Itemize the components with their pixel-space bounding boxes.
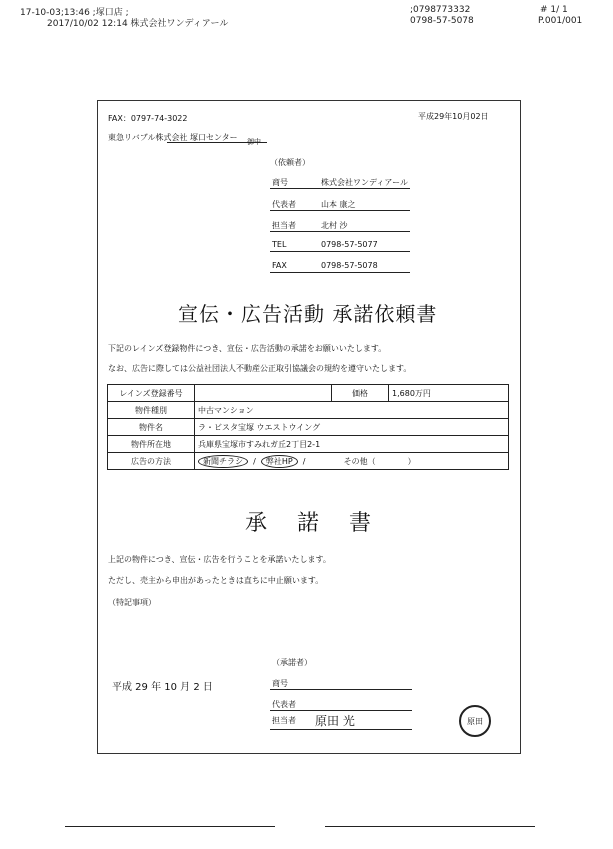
reins-value — [195, 385, 332, 402]
field-label: 代表者 — [272, 200, 296, 209]
sign-date: 平成 29 年 10 月 2 日 — [112, 682, 213, 693]
sign-field-label: 商号 — [272, 679, 288, 688]
method-label: 広告の方法 — [108, 453, 195, 470]
fax-page-marker: # 1/ 1 — [540, 5, 568, 15]
fax-page-count: P.001/001 — [538, 16, 583, 26]
field-value: 山本 康之 — [321, 200, 356, 209]
table-row — [108, 436, 509, 453]
document-title: 宣伝・広告活動 承諾依頼書 — [178, 302, 438, 326]
price-value: 1,680万円 — [389, 385, 509, 402]
consent-title: 承諾書 — [245, 511, 402, 536]
fax-sender-number: 0798-57-5078 — [410, 16, 474, 26]
method-option-flyer: 新聞チラシ — [198, 455, 248, 468]
seal-stamp — [459, 705, 491, 737]
field-value: 株式会社ワンディアール — [321, 178, 408, 187]
name-value: ラ・ビスタ宝塚 ウエストウイング — [195, 419, 509, 436]
table-row — [108, 453, 509, 470]
field-value: 0798-57-5077 — [321, 240, 378, 249]
table-row — [108, 385, 509, 402]
consent-line-1: 上記の物件につき、宣伝・広告を行うことを承諾いたします。 — [108, 555, 331, 564]
sign-field-label: 担当者 — [272, 716, 296, 725]
field-label: 担当者 — [272, 221, 296, 230]
table-row — [108, 402, 509, 419]
intro-line-1: 下記のレインズ登録物件につき、宣伝・広告活動の承諾をお願いいたします。 — [108, 344, 387, 353]
sign-field-label: 代表者 — [272, 700, 296, 709]
field-label: 商号 — [272, 178, 288, 187]
method-options: 新聞チラシ / 弊社HP / その他（ ） — [195, 453, 509, 470]
field-label: TEL — [272, 240, 287, 249]
special-notes-label: （特記事項） — [108, 598, 156, 607]
address-value: 兵庫県宝塚市すみれガ丘2丁目2-1 — [195, 436, 509, 453]
intro-line-2: なお、広告に際しては公益社団法人不動産公正取引協議会の規約を遵守いたします。 — [108, 364, 412, 373]
method-option-website: 弊社HP — [261, 455, 298, 468]
fax-header-number: ;0798773332 — [410, 5, 471, 15]
property-table — [107, 384, 509, 470]
consent-line-2: ただし、売主から申出があったときは直ちに中止願います。 — [108, 576, 324, 585]
recipient-suffix: 御中 — [247, 138, 261, 146]
price-label: 価格 — [332, 385, 389, 402]
table-row — [108, 419, 509, 436]
fax-header-line2: 2017/10/02 12:14 株式会社ワンディアール — [47, 19, 229, 29]
fax-to: FAX：0797-74-3022 — [108, 114, 188, 123]
seal-stamp-text: 原田 — [467, 716, 483, 726]
name-label: 物件名 — [108, 419, 195, 436]
field-label: FAX — [272, 261, 287, 270]
document-date: 平成29年10月02日 — [418, 112, 489, 121]
requester-label: （依頼者） — [270, 158, 310, 167]
method-option-other: その他（ ） — [343, 456, 416, 466]
type-value: 中古マンション — [195, 402, 509, 419]
fax-header-line1: 17-10-03;13:46 ;塚口店 ; — [20, 8, 129, 18]
type-label: 物件種別 — [108, 402, 195, 419]
recipient: 東急リバブル株式会社 塚口センター — [108, 133, 238, 142]
reins-label: レインズ登録番号 — [108, 385, 195, 402]
sign-field-value: 原田 光 — [315, 714, 355, 728]
field-value: 0798-57-5078 — [321, 261, 378, 270]
consenter-label: （承諾者） — [272, 658, 312, 667]
address-label: 物件所在地 — [108, 436, 195, 453]
field-value: 北村 沙 — [321, 221, 348, 230]
